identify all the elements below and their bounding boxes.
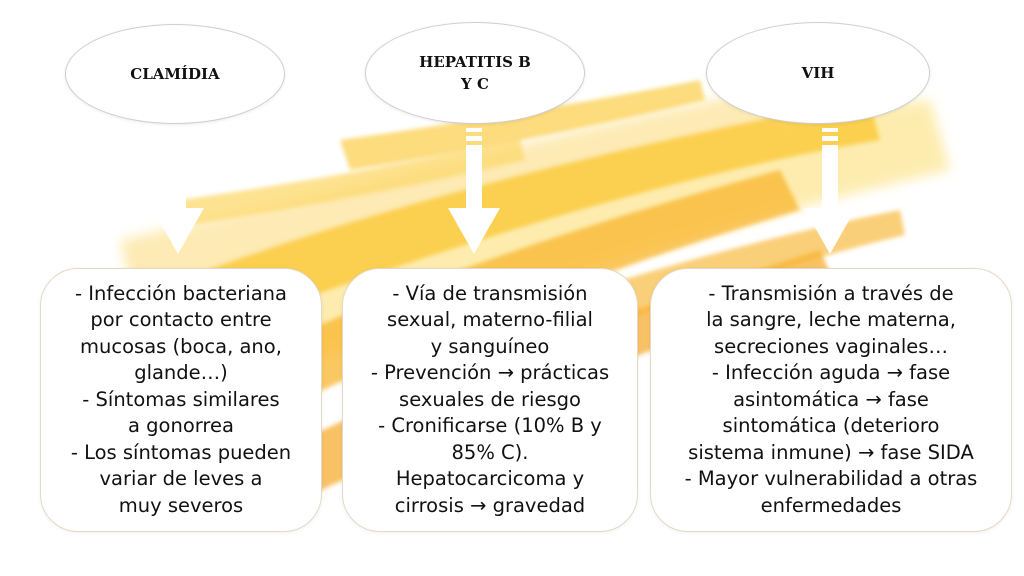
card-text [371,281,609,520]
card-line: asintomática → fase [733,387,929,411]
card-line: - Los síntomas pueden [70,440,292,464]
card-line: variar de leves a [99,467,263,491]
header-title: HEPATITIS B Y C [419,53,531,93]
card-line: secreciones vaginales… [714,334,948,358]
card-line: - Infección bacteriana [75,281,287,305]
card-line: sexual, materno-filial [387,308,593,332]
card-line: - Vía de transmisión [392,281,588,305]
card-line: Hepatocarcicoma y [395,467,585,491]
card-line: - Transmisión a través de [708,281,954,305]
info-card-vih [650,268,1012,532]
card-line: sistema inmune) → fase SIDA [688,440,974,464]
header-oval-hepatitis [365,22,585,124]
card-line: por contacto entre [90,308,272,332]
card-line: muy severos [118,493,244,517]
card-line: - Síntomas similares [82,387,280,411]
header-title: VIH [801,64,835,82]
header-oval-clamidia [65,24,285,124]
card-line: glande…) [134,361,228,385]
card-line: - Mayor vulnerabilidad a otras [684,467,978,491]
down-arrow-icon [800,128,860,256]
card-text [685,281,978,520]
info-card-clamidia [40,268,322,532]
card-line: cirrosis → gravedad [394,493,586,517]
card-line: sintomática (deterioro [722,414,940,438]
card-line: la sangre, leche materna, [706,308,956,332]
header-oval-vih [706,22,930,124]
card-line: y sanguíneo [430,334,550,358]
card-line: - Infección aguda → fase [711,361,951,385]
down-arrow-icon [444,128,504,256]
card-line: sexuales de riesgo [399,387,581,411]
card-line: enfermedades [760,493,902,517]
card-line: a gonorrea [128,414,234,438]
card-line: mucosas (boca, ano, [80,334,282,358]
card-line: - Cronificarse (10% B y [378,414,602,438]
info-card-hepatitis [342,268,638,532]
card-line: 85% C). [451,440,529,464]
card-line: - Prevención → prácticas [370,361,610,385]
header-title: CLAMÍDIA [130,65,220,83]
down-arrow-icon [148,128,208,256]
card-text [71,281,291,520]
